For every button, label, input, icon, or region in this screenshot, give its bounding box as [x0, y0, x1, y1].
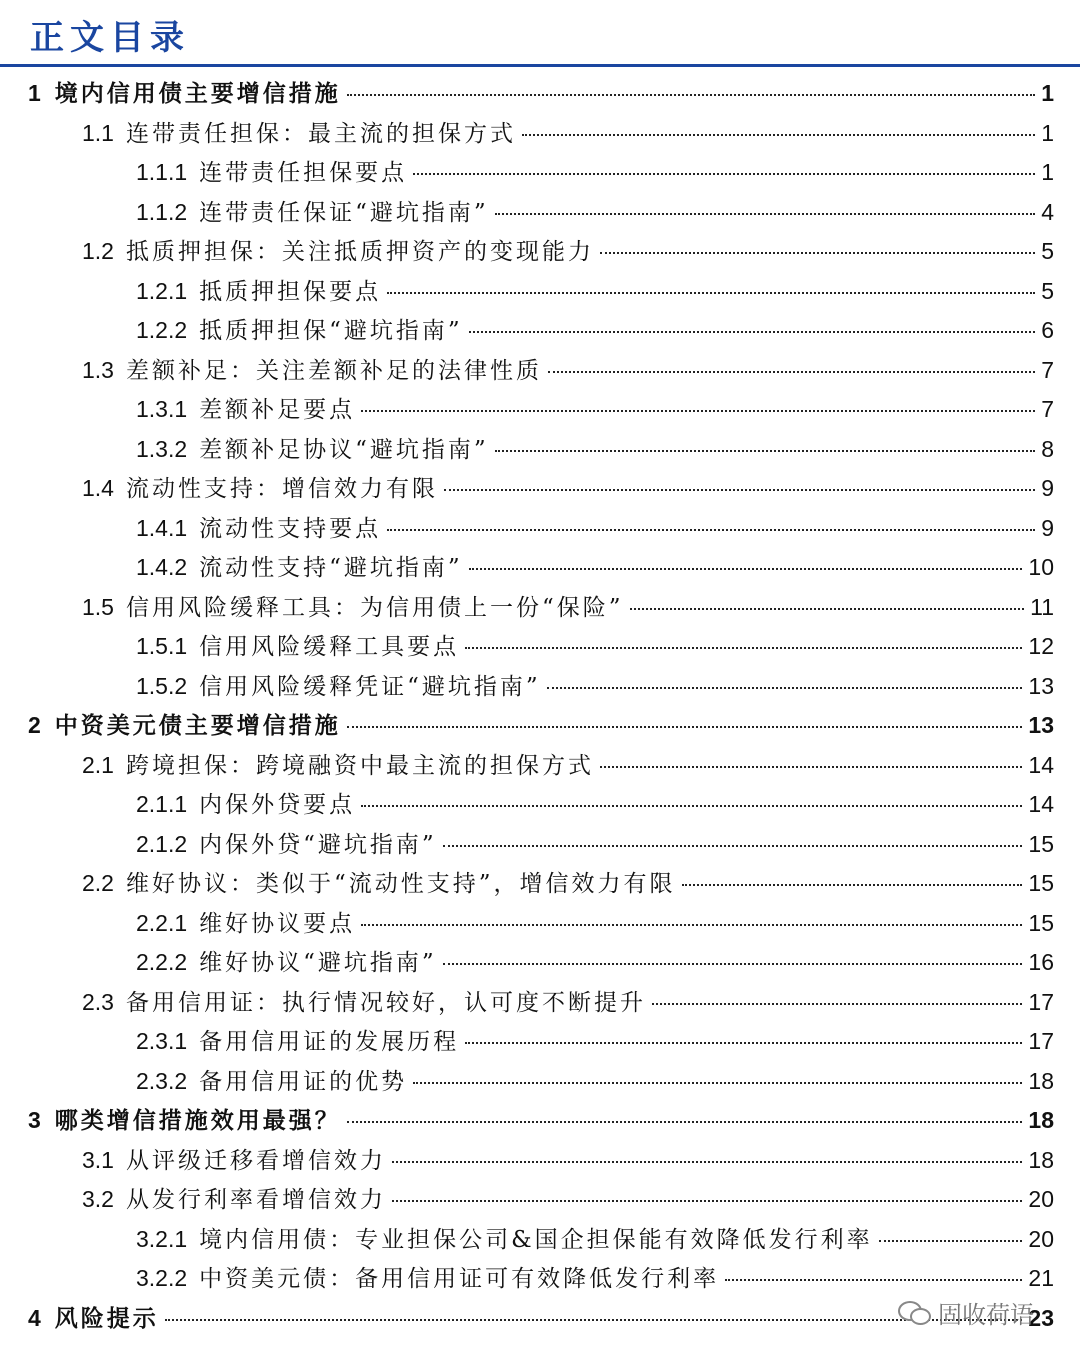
- toc-entry-page: 15: [1028, 909, 1054, 936]
- toc-dot-leader: [725, 1279, 1022, 1281]
- toc-entry-number: 2.1: [82, 751, 114, 778]
- toc-entry-page: 6: [1041, 317, 1054, 343]
- toc-entry-level-3[interactable]: [136, 390, 1054, 429]
- toc-entry-level-2[interactable]: [82, 983, 1054, 1022]
- toc-entry-number: 1.3.2: [136, 435, 188, 462]
- watermark-text: 固收荷语: [938, 1300, 1034, 1329]
- toc-entry-title: 内保外贷“避坑指南”: [199, 831, 437, 858]
- toc-entry-page: 11: [1030, 593, 1054, 620]
- toc-entry-title: 哪类增信措施效用最强？: [54, 1107, 341, 1134]
- toc-dot-leader: [443, 845, 1023, 847]
- toc-entry-page: 10: [1028, 554, 1054, 580]
- toc-entry-title: 跨境担保：跨境融资中最主流的担保方式: [125, 752, 594, 779]
- toc-entry-number: 1.5.2: [136, 672, 188, 699]
- toc-dot-leader: [465, 1042, 1022, 1044]
- toc-entry-level-3[interactable]: [136, 509, 1054, 548]
- toc-entry-page: 5: [1041, 277, 1054, 304]
- toc-entry-page: 21: [1028, 1265, 1054, 1291]
- toc-dot-leader: [495, 450, 1036, 452]
- toc-entry-number: 2.1.2: [136, 830, 188, 857]
- toc-dot-leader: [347, 726, 1023, 728]
- title-divider: [0, 64, 1080, 67]
- toc-entry-number: 2: [28, 712, 41, 738]
- toc-dot-leader: [413, 1082, 1022, 1084]
- toc-entry-title: 从评级迁移看增信效力: [125, 1147, 386, 1174]
- toc-entry-level-1[interactable]: [28, 706, 1054, 745]
- toc-dot-leader: [630, 608, 1025, 610]
- toc-entry-number: 1.1.2: [136, 198, 188, 225]
- toc-entry-number: 2.2.2: [136, 949, 188, 975]
- toc-entry-number: 2.2.1: [136, 909, 188, 936]
- toc-entry-page: 18: [1028, 1146, 1054, 1173]
- toc-entry-title: 连带责任担保要点: [199, 160, 408, 186]
- toc-entry-page: 20: [1028, 1225, 1054, 1252]
- toc-dot-leader: [682, 884, 1023, 886]
- toc-entry-number: 1.3.1: [136, 396, 188, 422]
- toc-entry-number: 1.2.1: [136, 277, 188, 304]
- toc-dot-leader: [361, 924, 1022, 926]
- toc-entry-title: 信用风险缓释凭证“避坑指南”: [199, 673, 541, 700]
- toc-entry-page: 14: [1028, 751, 1054, 778]
- toc-entry-level-3[interactable]: [136, 272, 1054, 311]
- toc-entry-title: 信用风险缓释工具：为信用债上一份“保险”: [125, 594, 624, 621]
- toc-entry-page: 12: [1028, 633, 1054, 659]
- toc-entry-title: 差额补足要点: [199, 397, 356, 423]
- toc-entry-level-2[interactable]: [82, 114, 1054, 153]
- toc-entry-number: 1.4: [82, 475, 114, 501]
- toc-dot-leader: [387, 292, 1035, 294]
- toc-entry-page: 8: [1041, 435, 1054, 462]
- toc-dot-leader: [495, 213, 1036, 215]
- toc-dot-leader: [387, 529, 1035, 531]
- toc-entry-number: 3: [28, 1107, 41, 1133]
- toc-entry-level-3[interactable]: [136, 193, 1054, 232]
- toc-entry-level-3[interactable]: [136, 1220, 1054, 1259]
- toc-entry-level-3[interactable]: [136, 1062, 1054, 1101]
- toc-entry-title: 抵质押担保要点: [199, 278, 382, 305]
- toc-dot-leader: [548, 371, 1035, 373]
- toc-entry-level-3[interactable]: [136, 825, 1054, 864]
- toc-entry-title: 抵质押担保“避坑指南”: [199, 318, 463, 344]
- toc-entry-title: 维好协议“避坑指南”: [199, 950, 437, 976]
- toc-entry-title: 中资美元债：备用信用证可有效降低发行利率: [199, 1266, 720, 1292]
- toc-entry-page: 18: [1028, 1107, 1054, 1133]
- toc-dot-leader: [652, 1003, 1022, 1005]
- toc-dot-leader: [347, 1121, 1023, 1123]
- toc-entry-number: 1: [28, 80, 41, 106]
- toc-dot-leader: [361, 805, 1022, 807]
- toc-dot-leader: [469, 568, 1023, 570]
- toc-entry-number: 3.2: [82, 1186, 114, 1212]
- toc-dot-leader: [879, 1240, 1023, 1242]
- toc-entry-page: 23: [1028, 1304, 1054, 1331]
- toc-entry-title: 风险提示: [54, 1304, 159, 1332]
- toc-entry-page: 15: [1028, 830, 1054, 857]
- toc-dot-leader: [465, 647, 1022, 649]
- toc-entry-level-3[interactable]: [136, 430, 1054, 469]
- toc-entry-level-2[interactable]: [82, 1141, 1054, 1180]
- toc-dot-leader: [413, 173, 1035, 175]
- toc-entry-page: 9: [1041, 475, 1054, 501]
- toc-entry-level-2[interactable]: [82, 351, 1054, 390]
- toc-entry-number: 2.3.1: [136, 1028, 188, 1054]
- toc-entry-page: 17: [1028, 1028, 1054, 1054]
- toc-entry-level-3[interactable]: [136, 904, 1054, 943]
- watermark: [898, 1296, 1034, 1328]
- toc-dot-leader: [600, 252, 1035, 254]
- toc-entry-number: 1.5.1: [136, 633, 188, 659]
- toc-entry-title: 境内信用债：专业担保公司&国企担保能有效降低发行利率: [199, 1226, 873, 1253]
- toc-entry-page: 13: [1028, 672, 1054, 699]
- toc-entry-number: 3.1: [82, 1146, 114, 1173]
- toc-entry-page: 18: [1028, 1067, 1054, 1094]
- toc-entry-title: 流动性支持“避坑指南”: [199, 555, 463, 581]
- toc-entry-number: 2.3.2: [136, 1067, 188, 1094]
- toc-entry-page: 7: [1041, 356, 1054, 383]
- toc-entry-number: 1.5: [82, 593, 114, 620]
- toc-entry-page: 1: [1041, 80, 1054, 106]
- toc-entry-page: 9: [1041, 514, 1054, 541]
- toc-entry-level-2[interactable]: [82, 1180, 1054, 1219]
- toc-entry-title: 境内信用债主要增信措施: [54, 80, 341, 107]
- toc-entry-title: 流动性支持要点: [199, 515, 382, 542]
- toc-entry-title: 差额补足协议“避坑指南”: [199, 436, 489, 463]
- toc-entry-title: 连带责任担保：最主流的担保方式: [125, 120, 516, 147]
- toc-entry-page: 14: [1028, 791, 1054, 817]
- toc-entry-number: 1.2.2: [136, 317, 188, 343]
- toc-entry-title: 抵质押担保：关注抵质押资产的变现能力: [125, 239, 594, 265]
- toc-dot-leader: [443, 963, 1023, 965]
- toc-entry-number: 1.1.1: [136, 159, 188, 185]
- toc-entry-level-3[interactable]: [136, 667, 1054, 706]
- toc-dot-leader: [444, 489, 1035, 491]
- toc-entry-number: 1.3: [82, 356, 114, 383]
- toc-entry-title: 从发行利率看增信效力: [125, 1187, 386, 1213]
- toc-dot-leader: [547, 687, 1023, 689]
- toc-entry-level-3[interactable]: [136, 785, 1054, 824]
- toc-entry-level-2[interactable]: [82, 746, 1054, 785]
- toc-entry-page: 15: [1028, 870, 1054, 896]
- toc-entry-level-3[interactable]: [136, 943, 1054, 982]
- toc-entry-level-3[interactable]: [136, 627, 1054, 666]
- toc-dot-leader: [361, 410, 1035, 412]
- toc-dot-leader: [392, 1200, 1022, 1202]
- toc-entry-number: 3.2.1: [136, 1225, 188, 1252]
- toc-entry-title: 备用信用证：执行情况较好，认可度不断提升: [125, 989, 646, 1016]
- toc-entry-level-3[interactable]: [136, 311, 1054, 350]
- toc-entry-page: 4: [1041, 198, 1054, 225]
- toc-entry-number: 3.2.2: [136, 1265, 188, 1291]
- toc-dot-leader: [469, 331, 1036, 333]
- toc-dot-leader: [165, 1319, 1023, 1321]
- toc-entry-title: 流动性支持：增信效力有限: [125, 476, 438, 502]
- toc-entry-title: 备用信用证的优势: [199, 1068, 408, 1095]
- toc-entry-level-2[interactable]: [82, 232, 1054, 271]
- toc-entry-page: 16: [1028, 949, 1054, 975]
- toc-entry-number: 4: [28, 1304, 41, 1331]
- toc-entry-title: 维好协议：类似于“流动性支持”，增信效力有限: [125, 871, 676, 897]
- toc-entry-number: 1.1: [82, 119, 114, 146]
- toc-entry-page: 1: [1041, 119, 1054, 146]
- toc-entry-level-3[interactable]: [136, 153, 1054, 192]
- toc-entry-title: 信用风险缓释工具要点: [199, 634, 460, 660]
- toc-entry-level-2[interactable]: [82, 469, 1054, 508]
- toc-entry-number: 1.2: [82, 238, 114, 264]
- toc-entry-page: 20: [1028, 1186, 1054, 1212]
- toc-entry-level-3[interactable]: [136, 548, 1054, 587]
- toc-dot-leader: [347, 94, 1035, 96]
- toc-dot-leader: [522, 134, 1035, 136]
- toc-entry-page: 7: [1041, 396, 1054, 422]
- toc-entry-number: 1.4.1: [136, 514, 188, 541]
- toc-dot-leader: [600, 766, 1022, 768]
- toc-entry-title: 维好协议要点: [199, 910, 356, 937]
- toc-entry-title: 内保外贷要点: [199, 792, 356, 818]
- toc-entry-number: 2.1.1: [136, 791, 188, 817]
- toc-entry-title: 备用信用证的发展历程: [199, 1029, 460, 1055]
- toc-entry-page: 13: [1028, 712, 1054, 738]
- toc-entry-page: 1: [1041, 159, 1054, 185]
- toc-entry-level-3[interactable]: [136, 1022, 1054, 1061]
- toc-entry-level-3[interactable]: [136, 1259, 1054, 1298]
- toc-entry-title: 中资美元债主要增信措施: [54, 712, 341, 739]
- toc-entry-level-2[interactable]: [82, 588, 1054, 627]
- toc-entry-number: 2.2: [82, 870, 114, 896]
- toc-dot-leader: [392, 1161, 1022, 1163]
- page-title: 正文目录: [30, 18, 190, 58]
- toc-entry-number: 1.4.2: [136, 554, 188, 580]
- toc-entry-level-1[interactable]: [28, 74, 1054, 113]
- toc-entry-page: 5: [1041, 238, 1054, 264]
- toc-entry-level-2[interactable]: [82, 864, 1054, 903]
- toc-entry-page: 17: [1028, 988, 1054, 1015]
- toc-entry-number: 2.3: [82, 988, 114, 1015]
- wechat-icon: [898, 1299, 930, 1325]
- toc-entry-title: 连带责任保证“避坑指南”: [199, 199, 489, 226]
- toc-entry-level-1[interactable]: [28, 1101, 1054, 1140]
- toc-entry-title: 差额补足：关注差额补足的法律性质: [125, 357, 542, 384]
